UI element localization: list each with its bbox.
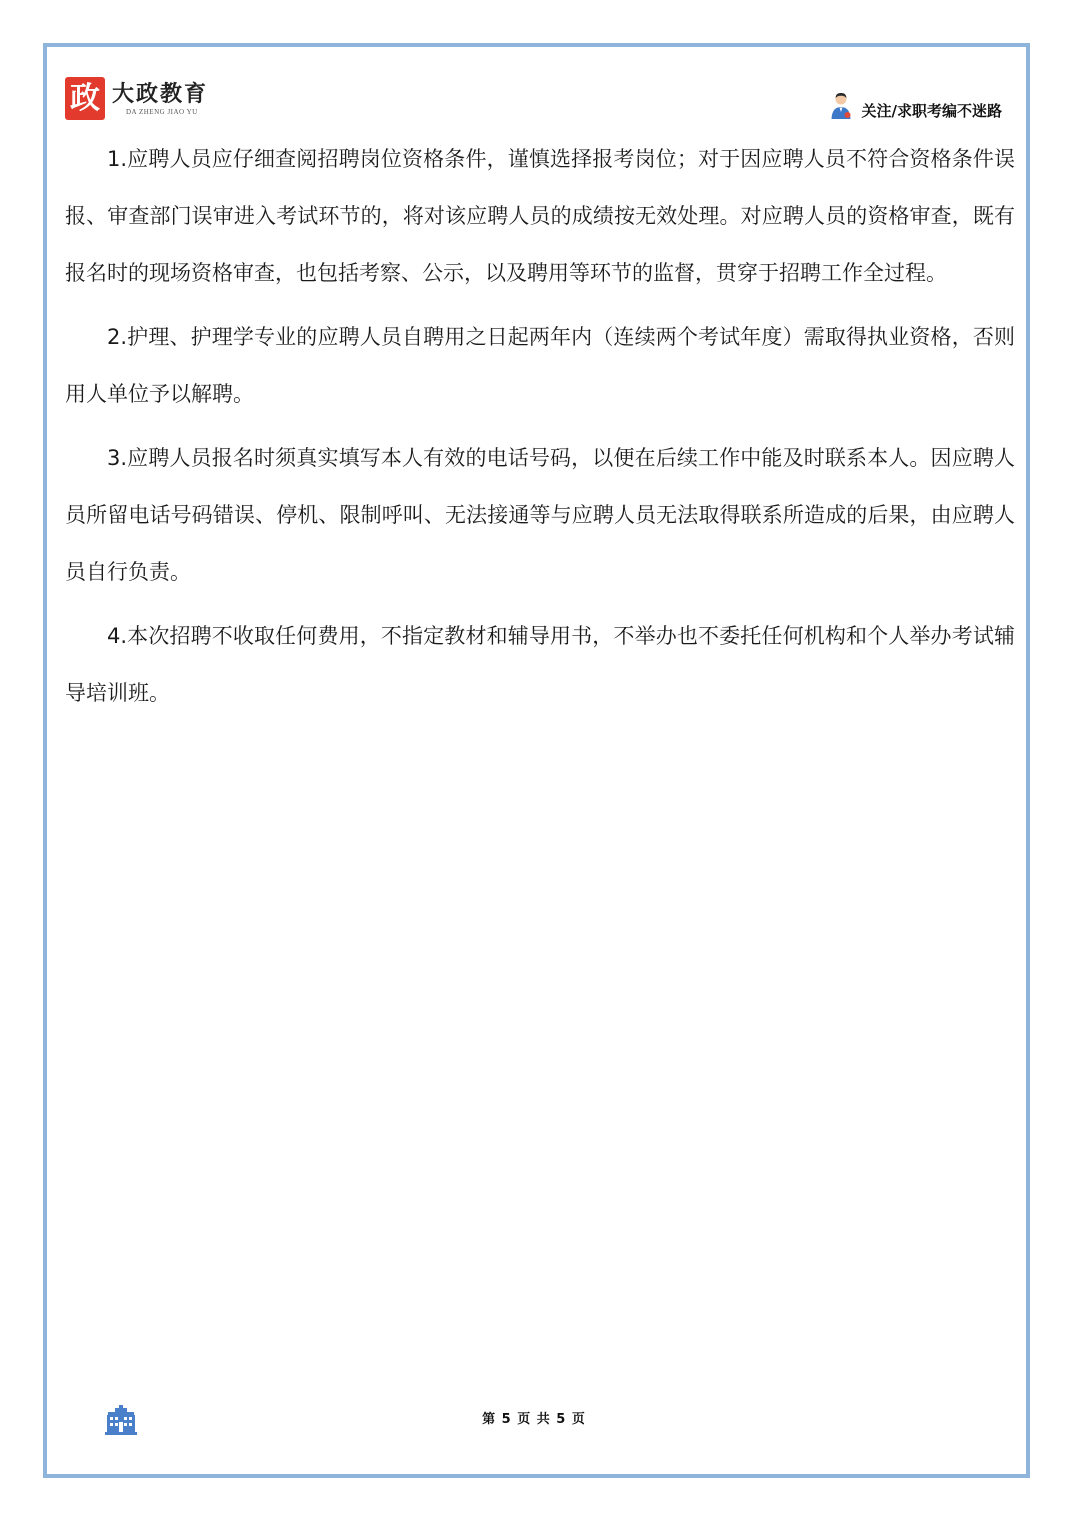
paragraph-4: 4.本次招聘不收取任何费用，不指定教材和辅导用书，不举办也不委托任何机构和个人举办考试辅导培训班。 xyxy=(65,624,1015,705)
logo-subtitle: DA ZHENG JIAO YU xyxy=(126,107,198,116)
paragraph-2: 2.护理、护理学专业的应聘人员自聘用之日起两年内（连续两个考试年度）需取得执业资格，否则用人单位予以解聘。 xyxy=(65,325,1015,406)
page-number: 第 5 页 共 5 页 xyxy=(482,1412,586,1427)
person-avatar-icon xyxy=(830,92,852,120)
paragraph-3: 3.应聘人员报名时须真实填写本人有效的电话号码，以便在后续工作中能及时联系本人。因应聘人员所留电话号码错误、停机、限制呼叫、无法接通等与应聘人员无法取得联系所造成的后果，由应聘人员自行负责。 xyxy=(65,446,1015,584)
slogan-text: 关注/求职考编不迷路 xyxy=(861,102,1002,120)
document-body xyxy=(65,131,1015,729)
brand-logo xyxy=(65,77,208,120)
logo-mark: 政 xyxy=(65,77,105,120)
header-slogan xyxy=(830,92,1002,124)
logo-text xyxy=(112,81,208,117)
paragraph-1: 1.应聘人员应仔细查阅招聘岗位资格条件，谨慎选择报考岗位；对于因应聘人员不符合资格条件误报、审查部门误审进入考试环节的，将对该应聘人员的成绩按无效处理。对应聘人员的资格审查，既有报名时的现场资格审查，也包括考察、公示，以及聘用等环节的监督，贯穿于招聘工作全过程。 xyxy=(65,147,1015,285)
logo-name: 大政教育 xyxy=(112,80,209,107)
